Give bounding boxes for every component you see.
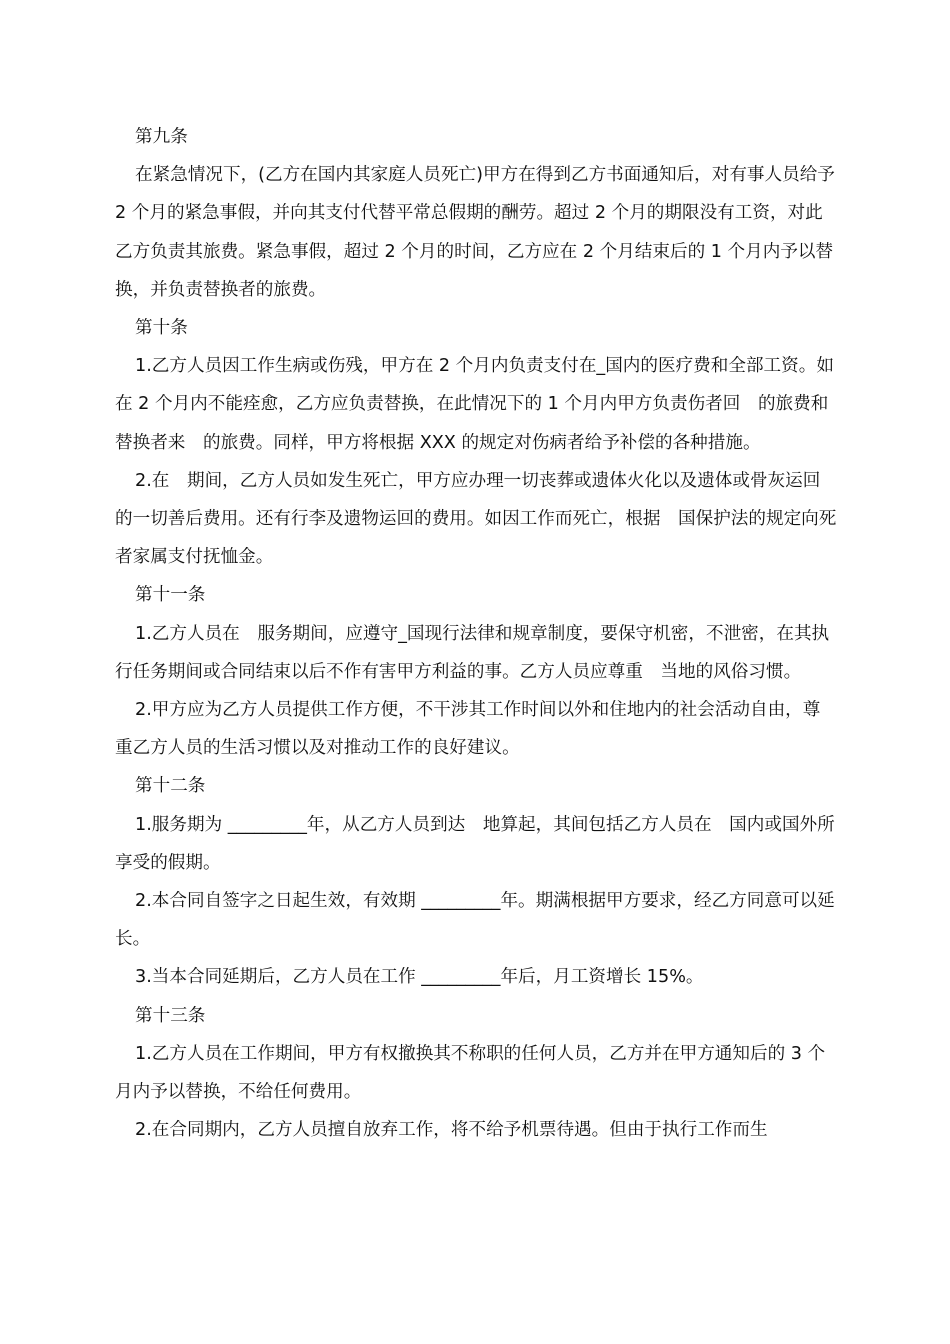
article-heading: 第十二条 [135, 776, 206, 797]
article-paragraph: 1.服务期为 _________年，从乙方人员到达 地算起，其间包括乙方人员在 国内或国外所享受的假期。 [115, 814, 835, 873]
article-heading: 第十条 [135, 318, 188, 339]
article-paragraph: 1.乙方人员在 服务期间，应遵守_国现行法律和规章制度，要保守机密，不泄密，在其执行任务期间或合同结束以后不作有害甲方利益的事。乙方人员应尊重 当地的风俗习惯。 [115, 623, 830, 682]
article-paragraph: 在紧急情况下，(乙方在国内其家庭人员死亡)甲方在得到乙方书面通知后，对有事人员给予 2 个月的紧急事假，并向其支付代替平常总假期的酬劳。超过 2 个月的期限没有工资，对此乙方负责其旅费。紧急事假，超过 2 个月的时间，乙方应在 2 个月结束后的 1 个月内予以替换，并负责替换者的旅费。 [115, 165, 841, 300]
article-heading: 第十三条 [135, 1005, 206, 1026]
article-paragraph: 1.乙方人员在工作期间，甲方有权撤换其不称职的任何人员，乙方并在甲方通知后的 3 个月内予以替换，不给任何费用。 [115, 1043, 826, 1103]
article-paragraph: 2.甲方应为乙方人员提供工作方便，不干涉其工作时间以外和住地内的社会活动自由，尊重乙方人员的生活习惯以及对推动工作的良好建议。 [115, 700, 821, 759]
article-paragraph: 1.乙方人员因工作生病或伤残，甲方在 2 个月内负责支付在_国内的医疗费和全部工资。如在 2 个月内不能痊愈，乙方应负责替换，在此情况下的 1 个月内甲方负责伤者回 的旅费和替换者来 的旅费。同样，甲方将根据 XXX 的规定对伤病者给予补偿的各种措施。 [115, 356, 834, 453]
article-paragraph: 2.在合同期内，乙方人员擅自放弃工作，将不给予机票待遇。但由于执行工作而生 [135, 1120, 768, 1141]
article-heading: 第九条 [135, 127, 188, 147]
document-body [115, 118, 841, 1149]
article-paragraph: 2.本合同自签字之日起生效，有效期 _________年。期满根据甲方要求，经乙方同意可以延长。 [115, 891, 835, 950]
article-paragraph: 2.在 期间，乙方人员如发生死亡，甲方应办理一切丧葬或遗体火化以及遗体或骨灰运回 的一切善后费用。还有行李及遗物运回的费用。如因工作而死亡，根据 国保护法的规定向死者家属支付抚恤金。 [115, 470, 838, 568]
article-paragraph: 3.当本合同延期后，乙方人员在工作 _________年后，月工资增长 15%。 [135, 967, 704, 988]
article-heading: 第十一条 [135, 585, 206, 606]
